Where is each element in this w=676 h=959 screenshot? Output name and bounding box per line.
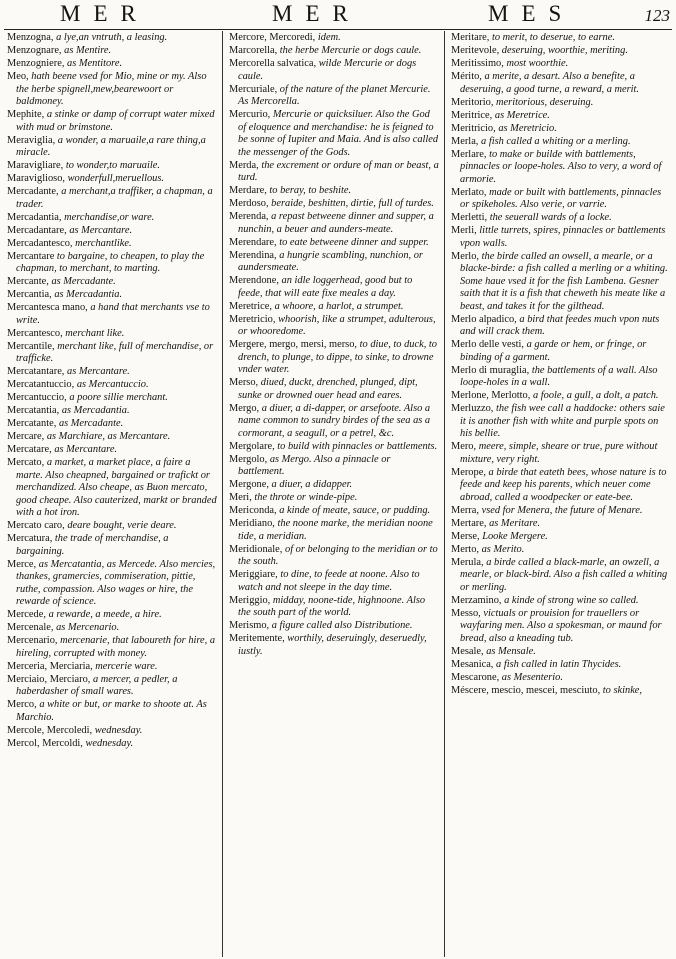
dictionary-entry <box>229 633 439 658</box>
dictionary-entry <box>7 738 217 751</box>
dictionary-entry <box>451 45 669 58</box>
entry-headword: Meritevole, <box>451 45 500 56</box>
dictionary-entry <box>229 377 439 402</box>
entry-headword: Merda, <box>229 159 259 171</box>
entry-headword: Merli, <box>451 225 477 236</box>
entry-definition: wonderfull,meruellous. <box>67 173 165 184</box>
entry-headword: Mercare, <box>7 431 45 442</box>
entry-definition: the fish wee call a haddocke: others saie it is another fish with white and purple spots on his bellie. <box>460 403 665 439</box>
dictionary-entry <box>229 339 439 377</box>
entry-column-2 <box>229 32 439 957</box>
entry-definition: as Mercadante. <box>58 418 124 429</box>
entry-definition: a diuer, a di-dapper, or arsefoote. Also a name common to sundry birdes of the sea as a cormorant, a seagull, or a petrel, &c. <box>238 402 431 439</box>
dictionary-entry <box>451 672 669 685</box>
entry-definition: as Mercantare. <box>67 366 130 377</box>
entry-headword: Merlo di muraglia, <box>451 364 530 376</box>
entry-headword: Mercore, Mercoredi, <box>229 32 316 43</box>
dictionary-entry <box>229 32 439 45</box>
entry-definition: a poore sillie merchant. <box>69 392 168 403</box>
entry-definition: a rewarde, a meede, a hire. <box>48 609 162 620</box>
entry-headword: Merco, <box>7 699 37 710</box>
entry-headword: Mérito, <box>451 71 482 82</box>
entry-headword: Merendare, <box>229 236 277 248</box>
entry-definition: the noone marke, the meridian noone tide, a meridian. <box>238 518 433 542</box>
entry-headword: Merlo alpadico, <box>451 313 517 325</box>
entry-definition: as Mercantare. <box>54 444 118 455</box>
dictionary-entry <box>229 595 439 620</box>
entry-definition: deseruing, woorthie, meriting. <box>501 45 628 56</box>
entry-definition: to eate betweene dinner and supper. <box>279 236 429 248</box>
dictionary-entry <box>7 379 217 392</box>
entry-headword: Mercatura, <box>7 533 53 544</box>
dictionary-entry <box>7 173 217 186</box>
entry-headword: Mercantesco, <box>7 327 63 339</box>
dictionary-entry <box>451 97 669 110</box>
dictionary-entry <box>229 301 439 314</box>
entry-headword: Merce, <box>7 558 37 570</box>
entry-headword: Meritissimo, <box>451 58 504 69</box>
entry-headword: Merendone, <box>229 275 279 286</box>
entry-headword: Merciaio, Merciaro, <box>7 673 91 685</box>
entry-headword: Marcorella, <box>229 45 278 56</box>
entry-headword: Mercatare, <box>7 444 52 455</box>
entry-headword: Merdare, <box>229 185 267 196</box>
entry-definition: a kinde of meate, sauce, or pudding. <box>279 505 431 516</box>
entry-definition: a foole, a gull, a dolt, a patch. <box>532 390 659 401</box>
entry-definition: merchantlike. <box>75 237 132 249</box>
entry-headword: Mertare, <box>451 517 487 529</box>
entry-headword: Merlo delle vesti, <box>451 339 525 350</box>
entry-definition: of or belonging to the meridian or to the south. <box>238 543 438 567</box>
entry-definition: a fish called a whiting or a merling. <box>481 135 631 147</box>
entry-definition: hath beene vsed for Mio, mine or my. Also the herbe spignell,mew,bearewoort or baldmoney. <box>16 71 207 107</box>
dictionary-entry <box>7 559 217 609</box>
entry-headword: Mergolo, <box>229 453 268 465</box>
entry-headword: Mercede, <box>7 609 46 620</box>
entry-headword: Meritorio, <box>451 96 494 108</box>
dictionary-entry <box>7 276 217 289</box>
dictionary-entry <box>7 160 217 173</box>
entry-definition: as Marchiare, as Mercantare. <box>46 431 171 442</box>
dictionary-entry <box>229 275 439 300</box>
dictionary-entry <box>7 135 217 160</box>
entry-headword: Mercurio, <box>229 109 271 120</box>
entry-headword: Meridiano, <box>229 518 275 529</box>
entry-definition: a birde that eateth bees, whose nature is to feede and keep his parents, which neuer come abroad, called a woodpecker or eate-bee. <box>460 466 667 503</box>
entry-headword: Meraviglia, <box>7 134 56 146</box>
entry-definition: as Mercantare. <box>69 224 133 236</box>
dictionary-entry <box>229 544 439 569</box>
entry-definition: a whoore, a harlot, a strumpet. <box>274 300 404 312</box>
entry-definition: Looke Mergere. <box>482 530 548 542</box>
dictionary-entry <box>229 569 439 594</box>
dictionary-entry <box>229 314 439 339</box>
entry-headword: Menzognare, <box>7 45 62 56</box>
entry-definition: a lye,an vntruth, a leasing. <box>56 32 168 43</box>
entry-headword: Meri, <box>229 492 252 503</box>
entry-headword: Mericonda, <box>229 505 277 516</box>
dictionary-entry <box>7 661 217 674</box>
entry-headword: Meritemente, <box>229 633 285 644</box>
dictionary-entry <box>229 505 439 518</box>
guide-word-center: MER <box>272 1 361 26</box>
dictionary-entry <box>451 110 669 123</box>
entry-headword: Mercantuccio, <box>7 392 67 403</box>
dictionary-entry <box>451 339 669 364</box>
entry-definition: a diuer, a didapper. <box>271 479 353 490</box>
entry-headword: Mercatantia, <box>7 405 60 416</box>
dictionary-entry <box>7 328 217 341</box>
entry-headword: Merendina, <box>229 249 277 261</box>
dictionary-entry <box>7 609 217 622</box>
entry-definition: the seuerall wards of a locke. <box>489 212 612 223</box>
entry-headword: Mesale, <box>451 645 484 657</box>
entry-headword: Mercadantare, <box>7 224 67 236</box>
dictionary-entry <box>229 479 439 492</box>
dictionary-entry <box>451 505 669 518</box>
entry-definition: a mercer, a pedler, a haberdasher of small wares. <box>16 673 178 697</box>
dictionary-entry <box>451 149 669 187</box>
dictionary-entry <box>451 544 669 557</box>
entry-headword: Merla, <box>451 135 479 147</box>
entry-headword: Merceria, Merciaria, <box>7 660 93 672</box>
page-number: 123 <box>644 6 670 25</box>
entry-headword: Mercadantesco, <box>7 237 73 249</box>
dictionary-entry <box>7 238 217 251</box>
entry-definition: as Meretrice. <box>494 109 550 121</box>
dictionary-entry <box>7 725 217 738</box>
dictionary-entry <box>7 186 217 211</box>
entry-definition: mercerie ware. <box>95 660 158 672</box>
guide-word-left: MER <box>60 1 149 26</box>
entry-headword: Merlo, <box>451 250 479 262</box>
entry-definition: vsed for Menera, the future of Menare. <box>481 504 643 516</box>
entry-definition: the herbe Mercurie or dogs caule. <box>279 45 422 56</box>
header-rule <box>4 29 672 30</box>
entry-headword: Mercato, <box>7 457 45 468</box>
entry-headword: Mergo, <box>229 402 260 414</box>
dictionary-entry <box>7 674 217 699</box>
entry-headword: Meretricio, <box>229 313 276 325</box>
entry-headword: Meritare, <box>451 32 490 43</box>
entry-headword: Mesanica, <box>451 658 494 670</box>
entry-headword: Merlato, <box>451 186 487 198</box>
dictionary-entry <box>229 160 439 185</box>
entry-definition: a fish called in latin Thycides. <box>496 658 622 670</box>
entry-definition: a birde called a black-marle, an owzell, a mearle, or black-bird. Also a fish called a whiting or merling. <box>460 556 668 593</box>
entry-definition: little turrets, spires, pinnacles or battlements vpon walls. <box>460 225 666 249</box>
entry-definition: the birde called an owsell, a mearle, or a blacke-birde: a fish called a merling or a whiting. Some haue vsed it for the fish Lambena. Gesner saith that it is a fish that cheweth his meate like a beast, and takes it for the gilthead. <box>460 250 668 312</box>
entry-definition: mercenarie, that laboureth for hire, a hireling, corrupted with money. <box>16 635 216 659</box>
entry-definition: merchant like. <box>65 327 125 339</box>
entry-definition: as Meritare. <box>489 517 541 529</box>
entry-definition: to diue, to duck, to drench, to plunge, to dippe, to sinke, to drowne vnder water. <box>238 339 437 375</box>
entry-headword: Mercantile, <box>7 340 55 352</box>
entry-column-1 <box>7 32 217 957</box>
dictionary-entry <box>229 454 439 479</box>
entry-headword: Mergone, <box>229 479 269 490</box>
entry-headword: Menzogniere, <box>7 58 65 69</box>
entry-definition: meere, simple, sheare or true, pure without mixture, very right. <box>460 441 658 465</box>
entry-definition: made or built with battlements, pinnacles or spikeholes. Also verie, or varrie. <box>460 186 662 210</box>
entry-headword: Messo, <box>451 607 481 619</box>
entry-headword: Merra, <box>451 504 479 516</box>
dictionary-entry <box>7 341 217 366</box>
dictionary-entry <box>229 109 439 159</box>
dictionary-entry <box>451 136 669 149</box>
entry-headword: Menzogna, <box>7 32 54 43</box>
dictionary-entry <box>7 302 217 327</box>
dictionary-entry <box>229 441 439 454</box>
dictionary-entry <box>451 659 669 672</box>
entry-definition: as Mercatantia, as Mercede. Also mercies, thankes, gramercies, commiseration, pittie, ruthe, compassion. Also wages or hire, the rewarde of science. <box>16 558 216 607</box>
dictionary-entry <box>7 444 217 457</box>
dictionary-entry <box>451 390 669 403</box>
entry-headword: Mercatante, <box>7 418 57 429</box>
dictionary-entry <box>451 518 669 531</box>
entry-headword: Merismo, <box>229 620 270 631</box>
entry-definition: as Mercantuccio. <box>76 379 149 390</box>
entry-definition: wilde Mercurie or dogs caule. <box>238 58 417 82</box>
dictionary-entry <box>451 58 669 71</box>
entry-definition: a merchant,a traffiker, a chapman, a trader. <box>16 186 213 210</box>
entry-definition: a wonder, a maruaile,a rare thing,a miracle. <box>16 134 206 158</box>
dictionary-entry <box>229 198 439 211</box>
entry-definition: as Mentire. <box>64 45 112 56</box>
entry-headword: Merto, <box>451 543 479 555</box>
entry-headword: Mercuriale, <box>229 83 278 95</box>
entry-headword: Mergolare, <box>229 440 275 452</box>
entry-headword: Merlare, <box>451 148 487 160</box>
entry-definition: whoorish, like a strumpet, adulterous, or whooredome. <box>238 313 436 337</box>
entry-headword: Meritrice, <box>451 109 493 121</box>
dictionary-entry <box>7 45 217 58</box>
column-divider-1 <box>222 31 223 957</box>
dictionary-entry <box>451 123 669 136</box>
entry-definition: a hand that merchants vse to write. <box>16 302 210 326</box>
dictionary-entry <box>7 289 217 302</box>
entry-headword: Mercenario, <box>7 635 58 646</box>
entry-headword: Mergere, mergo, mersi, merso, <box>229 339 358 350</box>
dictionary-entry <box>7 32 217 45</box>
entry-definition: a garde or hem, or fringe, or binding of a garment. <box>460 339 647 363</box>
entry-definition: merchant like, full of merchandise, or trafficke. <box>16 340 214 364</box>
entry-definition: worthily, deseruingly, deseruedly, iustly. <box>238 633 427 657</box>
entry-headword: Merdoso, <box>229 198 269 209</box>
entry-headword: Maravigliare, <box>7 160 64 171</box>
entry-headword: Merlone, Merlotto, <box>451 390 531 401</box>
entry-definition: the trade of merchandise, a bargaining. <box>16 533 169 557</box>
dictionary-entry <box>7 520 217 533</box>
entry-headword: Mescarone, <box>451 671 500 683</box>
entry-definition: a white or but, or marke to shoote at. As Marchio. <box>16 699 207 723</box>
entry-definition: beraide, beshitten, dirtie, full of turdes. <box>271 198 434 209</box>
entry-headword: Mercantare <box>7 250 55 262</box>
entry-definition: the excrement or ordure of man or beast, a turd. <box>238 159 439 183</box>
entry-definition: most woorthie. <box>506 58 569 69</box>
entry-headword: Meritricio, <box>451 122 496 134</box>
entry-definition: as Mercadantia. <box>61 405 130 416</box>
dictionary-entry <box>229 492 439 505</box>
dictionary-entry <box>229 518 439 543</box>
dictionary-entry <box>229 211 439 236</box>
entry-headword: Meriggiare, <box>229 569 278 580</box>
entry-definition: as Mercadantia. <box>54 289 123 300</box>
entry-headword: Mercatantuccio, <box>7 379 75 390</box>
column-divider-2 <box>444 31 445 957</box>
entry-definition: deare bought, verie deare. <box>67 520 177 531</box>
entry-definition: to merit, to deserue, to earne. <box>491 32 615 43</box>
entry-definition: a merite, a desart. Also a benefite, a deseruing, a good turne, a reward, a merit. <box>460 71 640 95</box>
entry-definition: idem. <box>317 32 341 43</box>
entry-definition: as Mercenario. <box>56 622 120 633</box>
dictionary-entry <box>7 457 217 520</box>
dictionary-entry <box>7 251 217 276</box>
dictionary-entry <box>451 314 669 339</box>
entry-definition: to make or builde with battlements, pinnacles or loope-holes. Also to very, a word of armorie. <box>460 148 662 185</box>
entry-headword: Merope, <box>451 466 486 478</box>
entry-headword: Mercol, Mercoldi, <box>7 737 83 749</box>
entry-headword: Mercadante, <box>7 186 59 197</box>
entry-headword: Mercante, <box>7 276 49 287</box>
entry-headword: Mephite, <box>7 109 45 120</box>
entry-definition: as Mergo. Also a pinnacle or battlement. <box>238 453 391 477</box>
entry-definition: of the nature of the planet Mercurie. As Mercorella. <box>238 83 431 107</box>
entry-definition: wednesday. <box>94 724 143 736</box>
running-header <box>0 0 676 30</box>
entry-definition: a bird that feedes much vpon nuts and will crack them. <box>460 313 660 337</box>
entry-definition: to wonder,to maruaile. <box>65 160 160 171</box>
entry-headword: Mercatantare, <box>7 366 65 377</box>
entry-definition: a hungrie scambling, nunchion, or aundersmeate. <box>238 249 423 273</box>
dictionary-entry <box>229 45 439 58</box>
dictionary-entry <box>451 595 669 608</box>
entry-definition: the battlements of a wall. Also loope-holes in a wall. <box>460 364 658 388</box>
dictionary-entry <box>451 71 669 96</box>
entry-definition: as Mensale. <box>486 645 536 657</box>
entry-column-3 <box>451 32 669 957</box>
dictionary-entry <box>7 212 217 225</box>
entry-headword: Maraviglioso, <box>7 173 66 184</box>
entry-headword: Merletti, <box>451 212 488 223</box>
entry-definition: as Meretricio. <box>498 122 557 134</box>
entry-headword: Merso, <box>229 377 259 388</box>
entry-definition: to skinke, <box>602 684 643 696</box>
entry-definition: wednesday. <box>85 737 134 749</box>
entry-headword: Méscere, mescio, mescei, mesciuto, <box>451 684 601 696</box>
entry-headword: Mercantia, <box>7 289 52 300</box>
entry-definition: the throte or winde-pipe. <box>254 492 358 503</box>
entry-definition: a stinke or damp of corrupt water mixed with mud or brimstone. <box>16 109 215 133</box>
dictionary-entry <box>229 403 439 441</box>
entry-definition: a market, a market place, a faire a marte. Also cheapned, bargained or trafickt or merchandized. Also cheape, as Buon mercato, good cheape. Also cauterized, markt or branded with a hot iron. <box>16 457 217 518</box>
dictionary-entry <box>451 32 669 45</box>
dictionary-entry <box>451 467 669 505</box>
dictionary-entry <box>229 185 439 198</box>
entry-headword: Merluzzo, <box>451 403 494 414</box>
entry-headword: Meridionale, <box>229 543 283 555</box>
entry-definition: to build with pinnacles or battlements. <box>277 440 438 452</box>
dictionary-entry <box>451 212 669 225</box>
dictionary-entry <box>229 620 439 633</box>
entry-headword: Merenda, <box>229 211 269 222</box>
entry-definition: victuals or prouision for trauellers or wayfaring men. Also a spokesman, or maund for bread, also a kneading tub. <box>460 607 662 644</box>
entry-headword: Mercadantia, <box>7 211 62 223</box>
entry-definition: meritorious, deseruing. <box>496 96 594 108</box>
entry-definition: to bargaine, to cheapen, to play the chapman, to merchant, to marting. <box>16 250 205 274</box>
dictionary-entry <box>7 109 217 134</box>
dictionary-entry <box>7 699 217 724</box>
dictionary-entry <box>229 250 439 275</box>
dictionary-entry <box>451 225 669 250</box>
entry-headword: Merse, <box>451 530 480 542</box>
entry-headword: Merzamino, <box>451 594 502 606</box>
entry-definition: as Mercadante. <box>51 276 116 287</box>
dictionary-entry <box>451 608 669 646</box>
dictionary-entry <box>451 187 669 212</box>
entry-headword: Meriggio, <box>229 594 271 606</box>
dictionary-entry <box>451 557 669 595</box>
entry-headword: Merula, <box>451 556 484 568</box>
entry-definition: Mercurie or quicksiluer. Also the God of eloquence and merchandise: he is feigned to be sonne of Iupiter and Maia. And is also called the messenger of the Gods. <box>238 109 439 158</box>
dictionary-entry <box>451 365 669 390</box>
entry-definition: a repast betweene dinner and supper, a nunchin, a beuer and aunders-meate. <box>238 211 434 235</box>
entry-definition: to beray, to beshite. <box>269 185 352 196</box>
dictionary-entry <box>451 441 669 466</box>
entry-definition: a figure called also Distributione. <box>271 620 413 631</box>
guide-word-right: MES <box>488 1 575 26</box>
entry-headword: Mercorella salvatica, <box>229 58 317 69</box>
entry-headword: Meretrice, <box>229 300 272 312</box>
entry-definition: an idle loggerhead, good but to feede, that will eate fixe meales a day. <box>238 275 413 299</box>
dictionary-entry <box>7 635 217 660</box>
dictionary-entry <box>451 531 669 544</box>
entry-definition: as Merito. <box>481 543 525 555</box>
entry-headword: Mercenale, <box>7 622 54 633</box>
entry-definition: diued, duckt, drenched, plunged, dipt, sunke or drowned ouer head and eares. <box>238 377 418 401</box>
dictionary-entry <box>229 84 439 109</box>
dictionary-entry <box>229 237 439 250</box>
entry-headword: Mercole, Mercoledi, <box>7 724 93 736</box>
dictionary-entry <box>451 251 669 314</box>
dictionary-entry <box>229 58 439 83</box>
dictionary-entry <box>7 431 217 444</box>
dictionary-entry <box>7 418 217 431</box>
entry-headword: Mero, <box>451 441 477 452</box>
dictionary-entry <box>7 366 217 379</box>
entry-headword: Mercantesca mano, <box>7 302 88 313</box>
entry-headword: Mercato caro, <box>7 520 65 531</box>
dictionary-entry <box>7 622 217 635</box>
dictionary-entry <box>7 71 217 109</box>
dictionary-entry <box>7 533 217 558</box>
entry-definition: to dine, to feede at noone. Also to watch and not sleepe in the day time. <box>238 569 420 593</box>
dictionary-entry <box>7 392 217 405</box>
dictionary-entry <box>451 646 669 659</box>
entry-definition: a kinde of strong wine so called. <box>504 594 639 606</box>
dictionary-entry <box>7 225 217 238</box>
entry-definition: as Mentitore. <box>67 58 123 69</box>
entry-definition: as Mesenterio. <box>501 671 563 683</box>
entry-definition: midday, noone-tide, highnoone. Also the south part of the world. <box>238 594 426 618</box>
dictionary-entry <box>7 405 217 418</box>
dictionary-entry <box>7 58 217 71</box>
dictionary-entry <box>451 403 669 441</box>
entry-definition: merchandise,or ware. <box>64 211 155 223</box>
dictionary-entry <box>451 685 669 698</box>
entry-headword: Meo, <box>7 71 29 82</box>
